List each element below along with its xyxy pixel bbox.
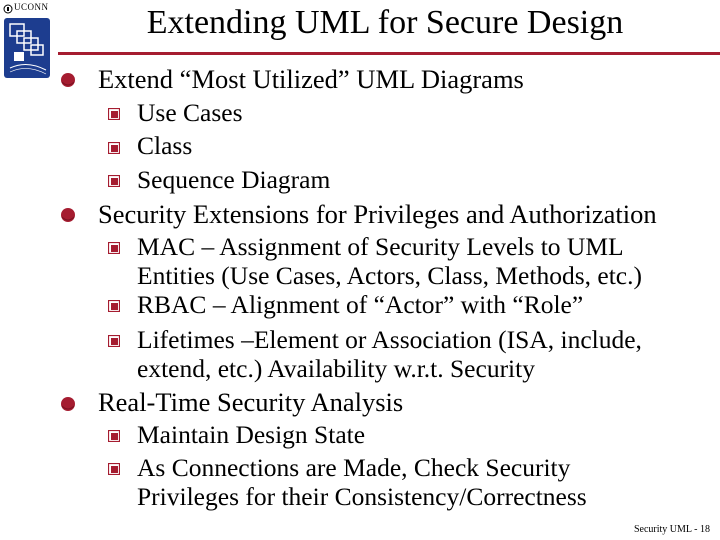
sub-bullet-text: Sequence Diagram: [137, 165, 331, 194]
sub-bullet-text-continued: extend, etc.) Availability w.r.t. Security: [137, 354, 535, 383]
page-title: Extending UML for Secure Design: [146, 4, 624, 41]
bullet-text: Real-Time Security Analysis: [98, 387, 404, 417]
round-bullet-icon: [57, 394, 79, 414]
square-bullet-icon: [108, 463, 120, 475]
sub-bullet-text-continued: Privileges for their Consistency/Correctness: [137, 482, 587, 511]
square-bullet-icon: [108, 108, 120, 120]
round-bullet-icon: [57, 70, 79, 90]
sub-bullet-text: Use Cases: [137, 98, 243, 127]
sub-bullet-text-continued: Entities (Use Cases, Actors, Class, Methods, etc.): [137, 261, 642, 290]
slide-footer: Security UML - 18: [633, 524, 710, 535]
sub-bullet-text: Maintain Design State: [137, 420, 366, 449]
bullet-text: Security Extensions for Privileges and Authorization: [98, 199, 657, 229]
square-bullet-icon: [108, 242, 120, 254]
square-bullet-icon: [108, 430, 120, 442]
round-bullet-icon: [57, 205, 79, 225]
square-bullet-icon: [108, 300, 120, 312]
square-bullet-icon: [108, 175, 120, 187]
bullet-text: Extend “Most Utilized” UML Diagrams: [98, 64, 524, 94]
sub-bullet-text: RBAC – Alignment of “Actor” with “Role”: [137, 290, 584, 319]
sub-bullet-text: As Connections are Made, Check Security: [137, 453, 571, 482]
square-bullet-icon: [108, 142, 120, 154]
sub-bullet-text: Class: [137, 131, 193, 160]
title-divider: [58, 52, 720, 55]
uconn-wordmark: UCONN: [14, 2, 49, 12]
square-bullet-icon: [108, 335, 120, 347]
sub-bullet-text: Lifetimes –Element or Association (ISA, include,: [137, 325, 642, 354]
sub-bullet-text: MAC – Assignment of Security Levels to UML: [137, 232, 624, 261]
